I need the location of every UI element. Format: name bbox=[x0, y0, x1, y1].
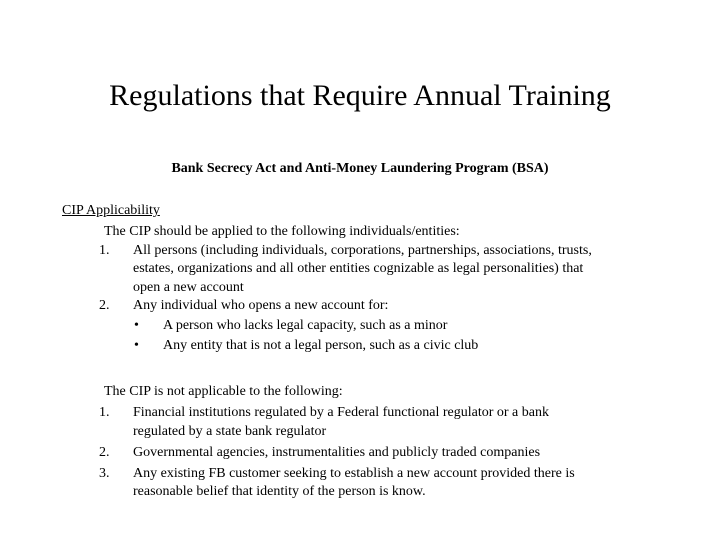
not-applies-intro: The CIP is not applicable to the following: bbox=[104, 384, 343, 399]
slide-subtitle: Bank Secrecy Act and Anti-Money Laundering Program (BSA) bbox=[171, 161, 549, 176]
list-text-line: Any existing FB customer seeking to establish a new account provided there is bbox=[133, 466, 575, 481]
list-text-line: Governmental agencies, instrumentalities and publicly traded companies bbox=[133, 445, 541, 460]
list-text-line: Financial institutions regulated by a Federal functional regulator or a bank bbox=[133, 405, 549, 420]
slide-title: Regulations that Require Annual Training bbox=[109, 79, 611, 112]
list-text-line: Any individual who opens a new account for: bbox=[133, 298, 389, 313]
list-text-line: regulated by a state bank regulator bbox=[133, 424, 327, 439]
list-text-line: estates, organizations and all other entities cognizable as legal personalities) that bbox=[133, 261, 584, 276]
list-text-line: All persons (including individuals, corporations, partnerships, associations, trusts, bbox=[133, 242, 592, 258]
list-text-line: open a new account bbox=[133, 279, 244, 295]
bullet-icon: • bbox=[134, 318, 139, 333]
list-number: 1. bbox=[99, 242, 110, 258]
bullet-text: Any entity that is not a legal person, such as a civic club bbox=[163, 338, 479, 353]
list-number: 2. bbox=[99, 445, 110, 460]
applies-intro: The CIP should be applied to the following individuals/entities: bbox=[104, 224, 460, 239]
list-number: 3. bbox=[99, 466, 110, 481]
section-heading-cip: CIP Applicability bbox=[62, 203, 160, 218]
bullet-icon: • bbox=[134, 338, 139, 353]
list-number: 1. bbox=[99, 405, 110, 420]
list-text-line: reasonable belief that identity of the person is know. bbox=[133, 484, 426, 499]
list-number: 2. bbox=[99, 298, 110, 313]
bullet-text: A person who lacks legal capacity, such as a minor bbox=[163, 318, 448, 333]
